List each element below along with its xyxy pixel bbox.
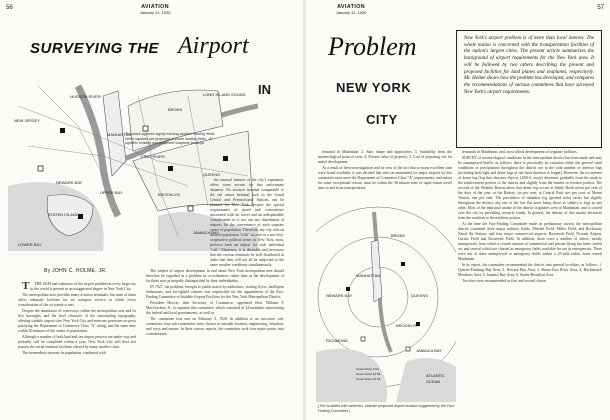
right-map	[316, 202, 456, 402]
paragraph: SURVEY of meteorological conditions in the metropolitan district has been made and may be summarized briefly as follows: there is practically no variation either the general wind conditions or precipitation throughout the district nor in the total number of adverse fogs (including both light and dense fogs of one hour duration or longer). However, the occurrence of dense fog (fog that obscures objects 1,000 ft. away) decreases gradually from the north to the southwestern portion of the district and slightly from the eastern to western portion. The records of the Weather Bureau show that dense fog occurs at Sandy Hook seven per cent of the days of the year; at the Battery, six per cent; at Central Park two per cent; at Mount Vernon, one per cent. The prevalence of radiation fog (ground mist) varies but slightly throughout the district, any one of the low flat areas being about as subject to fogs as any other. Most of the industrial smoke in the district originates west of Manhattan, and is carried over the city by prevailing westerly winds. In general, the density of this smoke decreases from the southern to the northern portion.	[458, 156, 602, 220]
right-page	[306, 0, 610, 420]
svg-text:MANHATTAN: MANHATTAN	[107, 132, 132, 137]
svg-text:NEW JERSEY: NEW JERSEY	[14, 118, 41, 123]
issue-date: January 11, 1930	[139, 10, 171, 15]
svg-text:EAST RIVER: EAST RIVER	[141, 154, 165, 159]
svg-text:QUEENS: QUEENS	[411, 293, 428, 298]
magazine-name: AVIATION	[337, 4, 365, 10]
paragraph: terminals in Manhattan, and, most afford development of seaplane facilities.	[462, 150, 578, 154]
title-city: CITY	[366, 112, 398, 127]
svg-text:RICHMOND: RICHMOND	[326, 338, 348, 343]
paragraph: the unusual features of the city's expansion, offers some excuse for this unfortunate situation. No aviation terminal comparable to the rail center terminal such as the Grand Central and Pennsylvania Stations can be planned for New York because the special requirements of speed and convenience associated with air travel and an indispensable consideration in it; nor can any distribution of airports for the convenience of each separate center of population. Therefore, any city with an assured population "rolls" its own in a not-very-cooperative political sense; in New York, most, perforce have an airport for each individual "coll." Moreover, it is desirable and necessary that the various terminals be well distributed in order that they will not all be subjected to the same weather conditions simultaneously.	[210, 178, 284, 267]
paragraph: IN 1927, the problem, brought to public notice by authorities, visiting flyers, intelligent enthusiasts, and far-sighted citizens was responsible for the appointment of the Fact-Finding Committee of Suitable Airport Facilities for the New York Metropolitan District.	[146, 285, 284, 299]
svg-text:BRONX: BRONX	[391, 233, 406, 238]
title-in: IN	[258, 82, 271, 97]
paragraph: The committee first met on February 3, 1928. In addition to an executive sub-committee, four sub-committees were chosen to consider location, engineering, valuation, and ways and means. In their various reports, the committee took four major points into consideration.	[146, 317, 284, 336]
paragraph: In its report, the committee recommended the district into general localities, as follows: 1. Queens-Flushing Bay Area; 2. Newark Bay Area; 3. Bronx-East River Area; 4. Hackensack Meadows Area; 5. Jamaica Bay Area; 6. Staten-Brooklyn Area.	[458, 263, 602, 277]
left-page	[0, 0, 304, 420]
svg-text:BROOKLYN: BROOKLYN	[158, 192, 180, 197]
svg-text:Great Circle 15 Mi.: Great Circle 15 Mi.	[356, 377, 382, 381]
paragraph: Despite the abundance of waterways within the metropolitan area and its five boroughs, and the level character of the surrounding topography, offering suitable airport sites New York City and environs possesses no ports justifying the Department of Commerce Class "A" rating, and the same time within 30 minutes of the center of population.	[18, 309, 136, 333]
svg-text:LONG ISLAND SOUND: LONG ISLAND SOUND	[203, 92, 246, 97]
drop-cap: T	[22, 282, 30, 292]
svg-text:NEWARK BAY: NEWARK BAY	[326, 293, 353, 298]
title-airport: Airport	[178, 33, 249, 59]
paragraph: T THE SUM and substance of the airport problem in every large city in the world is present in an exaggerated degree in New York City.	[18, 282, 136, 292]
svg-text:Great Circle 10 Mi.: Great Circle 10 Mi.	[356, 372, 382, 376]
right-map-caption: (The localities with asterisks, indicate proposed airport location suggested by the Fact-Finding Committee.)	[318, 404, 456, 413]
svg-text:JAMAICA BAY: JAMAICA BAY	[416, 348, 442, 353]
svg-text:UPPER BAY: UPPER BAY	[100, 190, 123, 195]
left-column-1	[18, 282, 136, 420]
title-problem: Problem	[328, 32, 417, 61]
left-map-caption: The black squares signify existing airplane landing fields. White squares are proposed airplane landing fields. "A" signifies existing and proposed seaplane landings	[125, 132, 216, 146]
svg-text:BROOKLYN: BROOKLYN	[396, 323, 418, 328]
paragraph: Ten sites were recommended as first and second choice	[462, 279, 547, 283]
paragraph: Although a number of both land and sea airport projects are under way and probably will be completed within a year, New York City still does not possess the aerial terminal facilities offered by many smaller cities.	[18, 335, 136, 349]
right-column-1	[458, 150, 602, 420]
svg-text:HUDSON RIVER: HUDSON RIVER	[70, 94, 101, 99]
svg-text:BRONX: BRONX	[168, 107, 183, 112]
paragraph: The metropolitan area provides many aviation terminals, but none of them offers adequate facilities for air transport service in which every consideration of the air transit is met.	[18, 293, 136, 307]
title-new-york: NEW YORK	[336, 80, 412, 95]
left-page-number: 56	[6, 5, 13, 11]
paragraph: terminal in Manhattan. 2. Size, shape and approaches. 3. Suitability from the meteorological point of view. 4. Present value of property. 5. Cost of preparing site for initial development.	[318, 150, 452, 164]
right-page-number: 57	[597, 5, 604, 11]
magazine-name: AVIATION	[141, 4, 169, 10]
svg-text:QUEENS: QUEENS	[203, 172, 220, 177]
paragraph: The tremendous increase in population, combined with	[22, 351, 106, 355]
paragraph: The subject of airport development in and about New York metropolitan area should therefore be regarded as a problem in co-ordination, rather than as the development of facilities now principally distinguished by their individuality.	[146, 269, 284, 283]
intro-box: New York's airport problem is of more than local interest. The whole nation is concerned with the transportation facilities of the nation's largest cities. The present article summarizes the background of airport requirements for the New York area. It will be followed by two others describing the present and proposed facilities for land planes and seaplanes, respectively. Mr. Holme shows how the problem has developed, and compares the recommendations of various committees that have surveyed New York's airport requirements.	[456, 30, 602, 148]
left-running-head	[110, 4, 200, 15]
paragraph: As a result of these investigations and in view of the fact that so many excellent sites were found available, it was decided that sites recommended for major airports by this committee must meet the Department of Commerce Class "A" requirements, and unless for some exceptional reason, must be within the 30-minute zone of rapid transit travel time to and from transportation	[318, 166, 452, 190]
svg-text:STATEN ISLAND: STATEN ISLAND	[48, 212, 79, 217]
author-byline: By JOHN C. HOLME, JR.	[44, 268, 107, 274]
left-column-2	[146, 178, 284, 420]
title-surveying: SURVEYING THE	[30, 40, 160, 57]
wrap-around-map	[146, 178, 284, 268]
paragraph: President Hoover, then Secretary of Commerce, appointed Hon. William P. MacCracken, Jr., to organize this committee, which consisted of 24 members representing the federal and local governments, as well as	[146, 301, 284, 315]
svg-text:MANHATTAN: MANHATTAN	[356, 273, 381, 278]
svg-text:LOWER BAY: LOWER BAY	[18, 242, 42, 247]
svg-text:NEWARK BAY: NEWARK BAY	[56, 180, 83, 185]
right-column-0	[318, 150, 452, 200]
right-running-head	[311, 4, 391, 15]
issue-date: January 11, 1930	[335, 10, 367, 15]
svg-text:Great Circle 5 Mi.: Great Circle 5 Mi.	[356, 367, 380, 371]
svg-text:OCEAN: OCEAN	[426, 379, 441, 384]
paragraph: At the time the Fact-Finding Committee made its preliminary survey, the metropolitan district contained three major military fields: Mitchel Field, Miller Field, and Rockaway Naval Air Station; and four major commercial airports: Roosevelt Field, Newark Airport, Curtiss Field and Roosevelt Field. In addition, there were a number of others, mostly unimproved, from which a certain amount of commercial and private flying has been carried on, and several which are charted as emergency fields available for use in emergencies. There were ten of these unimproved or emergency fields within a 25-mile radius from central Manhattan.	[458, 222, 602, 261]
svg-text:JAMAICA BAY: JAMAICA BAY	[193, 230, 219, 235]
svg-text:ATLANTIC: ATLANTIC	[426, 373, 446, 378]
